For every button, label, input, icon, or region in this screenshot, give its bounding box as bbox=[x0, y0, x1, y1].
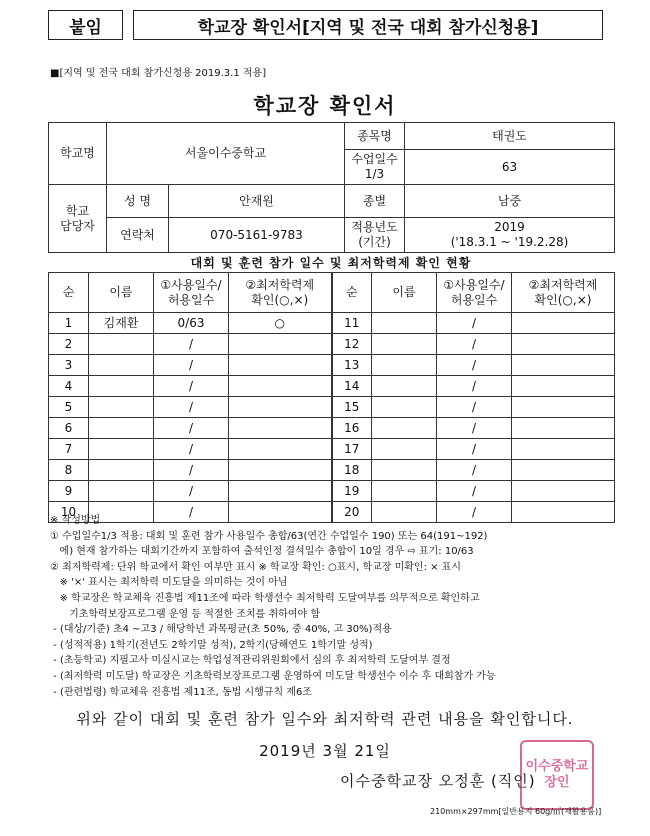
cell-name bbox=[372, 460, 437, 481]
cell-days: / bbox=[154, 397, 229, 418]
table-row bbox=[49, 397, 615, 418]
cell-days: / bbox=[437, 460, 512, 481]
contact-value: 070-5161-9783 bbox=[169, 218, 345, 253]
year-value: 2019 ('18.3.1 ~ '19.2.28) bbox=[405, 218, 615, 253]
cell-min bbox=[512, 313, 615, 334]
cell-min bbox=[512, 376, 615, 397]
cell-no: 1 bbox=[49, 313, 89, 334]
cell-min bbox=[229, 334, 332, 355]
header-min: ②최저학력제 확인(○,×) bbox=[512, 273, 615, 313]
page-title: 학교장 확인서 bbox=[253, 94, 397, 118]
cell-name bbox=[89, 376, 154, 397]
cell-days: / bbox=[437, 376, 512, 397]
cell-min bbox=[229, 481, 332, 502]
cell-name bbox=[372, 376, 437, 397]
cell-name bbox=[89, 439, 154, 460]
cell-days: / bbox=[437, 418, 512, 439]
cell-name bbox=[372, 334, 437, 355]
cell-name bbox=[372, 418, 437, 439]
paper-spec-note: 210mm×297mm[일반용지 60g/㎡(재활용품)] bbox=[430, 807, 602, 816]
manager-label: 학교 담당자 bbox=[49, 185, 107, 253]
cell-no: 9 bbox=[49, 481, 89, 502]
cell-min bbox=[229, 355, 332, 376]
header-name: 이름 bbox=[372, 273, 437, 313]
cell-no: 7 bbox=[49, 439, 89, 460]
cell-no: 5 bbox=[49, 397, 89, 418]
classdays-value: 63 bbox=[405, 150, 615, 185]
cell-days: / bbox=[437, 355, 512, 376]
header-name: 이름 bbox=[89, 273, 154, 313]
cell-days: / bbox=[154, 334, 229, 355]
cell-min bbox=[229, 439, 332, 460]
cell-min bbox=[512, 355, 615, 376]
cell-name bbox=[89, 355, 154, 376]
cell-no: 15 bbox=[332, 397, 372, 418]
header-days: ①사용일수/ 허용일수 bbox=[437, 273, 512, 313]
table-row bbox=[49, 334, 615, 355]
table-row bbox=[49, 481, 615, 502]
cell-days: / bbox=[154, 439, 229, 460]
cell-name bbox=[372, 313, 437, 334]
cell-no: 2 bbox=[49, 334, 89, 355]
category-label: 종별 bbox=[345, 185, 405, 218]
instruction-line: ※ 작성방법 bbox=[50, 515, 101, 526]
cell-min bbox=[229, 460, 332, 481]
cell-no: 18 bbox=[332, 460, 372, 481]
cell-min bbox=[229, 397, 332, 418]
cell-name: 김재환 bbox=[89, 313, 154, 334]
cell-days: / bbox=[437, 313, 512, 334]
instruction-line: - (대상/기준) 초4 ~고3 / 해당학년 과목평균(초 50%, 중 40%, 고 30%)적용 bbox=[50, 624, 392, 636]
form-note: ■[지역 및 전국 대회 참가신청용 2019.3.1 적용] bbox=[50, 68, 267, 79]
table-row bbox=[49, 460, 615, 481]
cell-min: ○ bbox=[229, 313, 332, 334]
contact-label: 연락처 bbox=[107, 218, 169, 253]
official-seal-stamp: 이수중학교장인 bbox=[520, 740, 594, 810]
cell-name bbox=[372, 355, 437, 376]
header-no: 순 bbox=[332, 273, 372, 313]
header-days: ①사용일수/ 허용일수 bbox=[154, 273, 229, 313]
document-heading: 학교장 확인서[지역 및 전국 대회 참가신청용] bbox=[133, 10, 603, 40]
cell-no: 14 bbox=[332, 376, 372, 397]
record-table bbox=[48, 272, 615, 523]
name-value: 안재원 bbox=[169, 185, 345, 218]
event-label: 종목명 bbox=[345, 123, 405, 150]
cell-days: / bbox=[154, 481, 229, 502]
instruction-line: - (초등학교) 지필고사 미실시교는 학업성적관리위원회에서 심의 후 최저학력 도달여부 결정 bbox=[50, 655, 451, 667]
cell-days: / bbox=[437, 502, 512, 523]
cell-no: 3 bbox=[49, 355, 89, 376]
record-section-title: 대회 및 훈련 참가 일수 및 최저학력제 확인 현황 bbox=[190, 256, 472, 270]
table-row bbox=[49, 313, 615, 334]
cell-name bbox=[89, 397, 154, 418]
cell-name bbox=[89, 334, 154, 355]
cell-days: / bbox=[437, 397, 512, 418]
table-row bbox=[49, 418, 615, 439]
cell-no: 20 bbox=[332, 502, 372, 523]
cell-days: / bbox=[154, 502, 229, 523]
header-min: ②최저학력제 확인(○,×) bbox=[229, 273, 332, 313]
event-value: 태권도 bbox=[405, 123, 615, 150]
cell-min bbox=[512, 481, 615, 502]
instruction-line: 에) 현재 참가하는 대회기간까지 포함하여 출석인정 결석일수 총합이 10일 경우 ⇨ 표기: 10/63 bbox=[50, 546, 474, 558]
instruction-line: 기초학력보장프로그램 운영 등 적절한 조치를 취하여야 함 bbox=[50, 608, 320, 620]
classdays-label: 수업일수 1/3 bbox=[345, 150, 405, 185]
writing-instructions bbox=[50, 513, 620, 700]
table-row bbox=[49, 376, 615, 397]
cell-min bbox=[512, 334, 615, 355]
confirmation-date: 2019년 3월 21일 bbox=[259, 742, 391, 760]
cell-no: 19 bbox=[332, 481, 372, 502]
confirmation-statement: 위와 같이 대회 및 훈련 참가 일수와 최저학력 관련 내용을 확인합니다. bbox=[76, 710, 574, 728]
cell-min bbox=[229, 376, 332, 397]
instruction-line: ① 수업일수1/3 적용: 대회 및 훈련 참가 사용일수 총합/63(연간 수업일수 190) 또는 64(191~192) bbox=[50, 530, 488, 542]
cell-days: / bbox=[154, 376, 229, 397]
principal-signature: 이수중학교장 오정훈 (직인) bbox=[340, 772, 536, 790]
cell-no: 12 bbox=[332, 334, 372, 355]
cell-name bbox=[372, 397, 437, 418]
cell-no: 11 bbox=[332, 313, 372, 334]
table-row bbox=[49, 439, 615, 460]
attachment-label: 붙임 bbox=[48, 10, 123, 40]
cell-days: / bbox=[154, 418, 229, 439]
name-label: 성 명 bbox=[107, 185, 169, 218]
cell-min bbox=[512, 397, 615, 418]
cell-min bbox=[512, 418, 615, 439]
cell-no: 6 bbox=[49, 418, 89, 439]
instruction-line: - (관련법령) 학교체육 진흥법 제11조, 동법 시행규칙 제6조 bbox=[50, 686, 312, 698]
cell-days: / bbox=[437, 439, 512, 460]
category-value: 남중 bbox=[405, 185, 615, 218]
info-table bbox=[48, 122, 615, 253]
cell-min bbox=[512, 460, 615, 481]
cell-name bbox=[89, 481, 154, 502]
cell-no: 17 bbox=[332, 439, 372, 460]
cell-min bbox=[229, 418, 332, 439]
cell-name bbox=[89, 460, 154, 481]
cell-days: / bbox=[437, 481, 512, 502]
header-no: 순 bbox=[49, 273, 89, 313]
cell-no: 10 bbox=[49, 502, 89, 523]
cell-name bbox=[89, 418, 154, 439]
school-name-value: 서울이수중학교 bbox=[107, 123, 345, 185]
cell-no: 16 bbox=[332, 418, 372, 439]
cell-min bbox=[512, 439, 615, 460]
cell-no: 8 bbox=[49, 460, 89, 481]
instruction-line: - (성적적용) 1학기(전년도 2학기말 성적), 2학기(당해연도 1학기말 성적) bbox=[50, 639, 373, 651]
cell-days: / bbox=[154, 460, 229, 481]
cell-days: / bbox=[437, 334, 512, 355]
instruction-line: ※ 학교장은 학교체육 진흥법 제11조에 따라 학생선수 최저학력 도달여부를 의무적으로 확인하고 bbox=[50, 592, 480, 604]
instruction-line: - (최저학력 미도달) 학교장은 기초학력보장프로그램 운영하여 미도달 학생선수 이수 후 대회참가 가능 bbox=[50, 670, 496, 682]
school-name-label: 학교명 bbox=[49, 123, 107, 185]
cell-no: 13 bbox=[332, 355, 372, 376]
year-label: 적용년도 (기간) bbox=[345, 218, 405, 253]
table-row bbox=[49, 355, 615, 376]
cell-days: 0/63 bbox=[154, 313, 229, 334]
instruction-line: ※ '×' 표시는 최저학력 미도달을 의미하는 것이 아님 bbox=[50, 577, 288, 589]
cell-name bbox=[372, 481, 437, 502]
cell-days: / bbox=[154, 355, 229, 376]
cell-name bbox=[372, 439, 437, 460]
instruction-line: ② 최저학력제: 단위 학교에서 확인 여부만 표시 ※ 학교장 확인: ○표시, 학교장 미확인: × 표시 bbox=[50, 561, 462, 573]
cell-no: 4 bbox=[49, 376, 89, 397]
